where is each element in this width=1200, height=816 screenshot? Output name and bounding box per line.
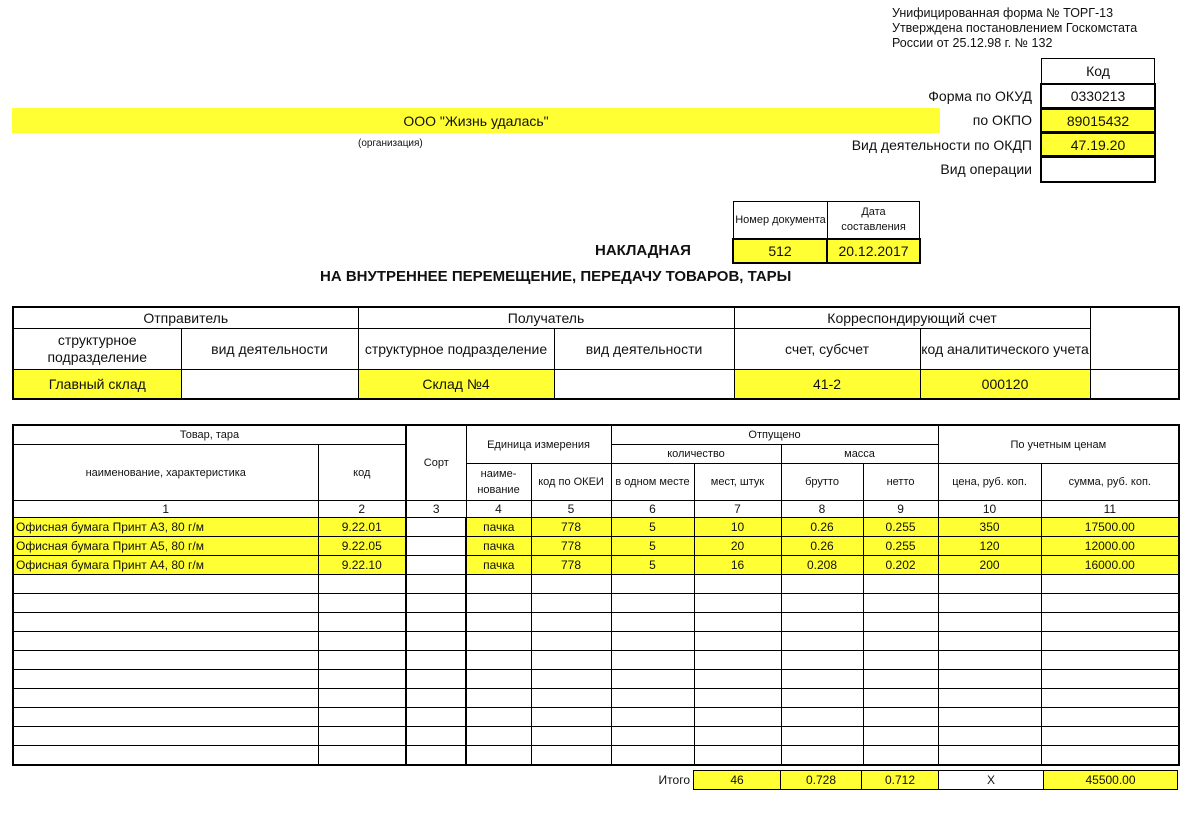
okpo-value[interactable]: 89015432 bbox=[1040, 108, 1156, 133]
goods-cell-grade[interactable] bbox=[406, 518, 466, 537]
goods-cell-name[interactable] bbox=[13, 746, 318, 766]
goods-cell-name[interactable] bbox=[13, 613, 318, 632]
goods-cell-grade[interactable] bbox=[406, 670, 466, 689]
table-row bbox=[13, 556, 1179, 575]
goods-cell-places[interactable] bbox=[694, 689, 781, 708]
goods-cell-price[interactable]: 350 bbox=[938, 518, 1041, 537]
goods-cell-sum[interactable] bbox=[1041, 689, 1179, 708]
grade-header: Сорт bbox=[406, 425, 466, 501]
goods-cell-per-place[interactable] bbox=[611, 632, 694, 651]
goods-cell-per-place[interactable] bbox=[611, 708, 694, 727]
goods-cell-code[interactable] bbox=[318, 670, 406, 689]
goods-cell-okei[interactable]: 778 bbox=[531, 556, 611, 575]
goods-cell-places[interactable] bbox=[694, 708, 781, 727]
goods-cell-net[interactable]: 0.202 bbox=[863, 556, 938, 575]
goods-cell-name[interactable] bbox=[13, 575, 318, 594]
places-header: мест, штук bbox=[694, 464, 781, 501]
goods-cell-price[interactable] bbox=[938, 670, 1041, 689]
goods-cell-name[interactable]: Офисная бумага Принт А4, 80 г/м bbox=[13, 556, 318, 575]
goods-cell-net[interactable]: 0.255 bbox=[863, 537, 938, 556]
goods-cell-code[interactable] bbox=[318, 594, 406, 613]
table-row bbox=[13, 518, 1179, 537]
goods-cell-okei[interactable]: 778 bbox=[531, 518, 611, 537]
prices-header: По учетным ценам bbox=[938, 425, 1179, 464]
column-number: 4 bbox=[466, 501, 531, 518]
goods-cell-okei[interactable] bbox=[531, 708, 611, 727]
goods-cell-gross[interactable] bbox=[781, 613, 863, 632]
goods-cell-okei[interactable] bbox=[531, 613, 611, 632]
goods-cell-grade[interactable] bbox=[406, 727, 466, 746]
goods-cell-okei[interactable] bbox=[531, 575, 611, 594]
goods-cell-grade[interactable] bbox=[406, 708, 466, 727]
unit-okei-header: код по ОКЕИ bbox=[531, 464, 611, 501]
goods-cell-sum[interactable] bbox=[1041, 670, 1179, 689]
mass-header: масса bbox=[781, 445, 938, 464]
unit-header: Единица измерения bbox=[466, 425, 611, 464]
goods-cell-name[interactable]: Офисная бумага Принт А3, 80 г/м bbox=[13, 518, 318, 537]
goods-cell-net[interactable] bbox=[863, 670, 938, 689]
goods-cell-okei[interactable] bbox=[531, 689, 611, 708]
goods-cell-per-place[interactable] bbox=[611, 670, 694, 689]
goods-cell-places[interactable] bbox=[694, 670, 781, 689]
goods-cell-name[interactable] bbox=[13, 727, 318, 746]
gross-header: брутто bbox=[781, 464, 863, 501]
analytic-value[interactable]: 000120 bbox=[920, 370, 1090, 400]
goods-cell-unit[interactable] bbox=[466, 689, 531, 708]
goods-cell-okei[interactable] bbox=[531, 651, 611, 670]
goods-cell-per-place[interactable]: 5 bbox=[611, 537, 694, 556]
goods-cell-code[interactable]: 9.22.05 bbox=[318, 537, 406, 556]
goods-cell-gross[interactable] bbox=[781, 727, 863, 746]
goods-cell-code[interactable] bbox=[318, 746, 406, 766]
column-number: 10 bbox=[938, 501, 1041, 518]
goods-cell-gross[interactable] bbox=[781, 670, 863, 689]
doc-number-label: Номер документа bbox=[733, 201, 828, 239]
table-row bbox=[13, 727, 1179, 746]
totals-gross[interactable]: 0.728 bbox=[780, 770, 862, 790]
table-row bbox=[13, 689, 1179, 708]
goods-cell-code[interactable] bbox=[318, 632, 406, 651]
account-value[interactable]: 41-2 bbox=[734, 370, 920, 400]
goods-cell-price[interactable] bbox=[938, 746, 1041, 766]
per-place-header: в одном месте bbox=[611, 464, 694, 501]
totals-net[interactable]: 0.712 bbox=[861, 770, 939, 790]
table-row bbox=[13, 594, 1179, 613]
goods-cell-code[interactable] bbox=[318, 689, 406, 708]
goods-cell-sum[interactable] bbox=[1041, 575, 1179, 594]
account-header: Корреспондирующий счет bbox=[734, 307, 1090, 329]
goods-cell-gross[interactable] bbox=[781, 746, 863, 766]
goods-cell-unit[interactable]: пачка bbox=[466, 556, 531, 575]
goods-cell-unit[interactable] bbox=[466, 746, 531, 766]
goods-cell-per-place[interactable] bbox=[611, 594, 694, 613]
parties-table bbox=[12, 306, 1180, 400]
goods-cell-gross[interactable] bbox=[781, 689, 863, 708]
okud-label: Форма по ОКУД bbox=[928, 88, 1032, 104]
operation-value[interactable] bbox=[1040, 156, 1156, 183]
goods-cell-net[interactable] bbox=[863, 708, 938, 727]
goods-cell-grade[interactable] bbox=[406, 746, 466, 766]
table-row bbox=[13, 708, 1179, 727]
goods-cell-gross[interactable]: 0.26 bbox=[781, 518, 863, 537]
goods-cell-unit[interactable] bbox=[466, 708, 531, 727]
goods-cell-gross[interactable] bbox=[781, 594, 863, 613]
account-sub-header: счет, субсчет bbox=[734, 329, 920, 370]
goods-cell-grade[interactable] bbox=[406, 575, 466, 594]
organization-name[interactable]: ООО "Жизнь удалась" bbox=[12, 108, 940, 133]
goods-cell-price[interactable] bbox=[938, 689, 1041, 708]
totals-label: Итого bbox=[658, 773, 690, 787]
goods-cell-code[interactable]: 9.22.10 bbox=[318, 556, 406, 575]
goods-cell-name[interactable] bbox=[13, 632, 318, 651]
goods-cell-places[interactable] bbox=[694, 632, 781, 651]
receiver-unit-value[interactable]: Склад №4 bbox=[358, 370, 554, 400]
goods-cell-grade[interactable] bbox=[406, 594, 466, 613]
goods-cell-price[interactable] bbox=[938, 594, 1041, 613]
doc-title: НАКЛАДНАЯ bbox=[595, 242, 691, 259]
goods-cell-net[interactable] bbox=[863, 594, 938, 613]
goods-cell-unit[interactable]: пачка bbox=[466, 537, 531, 556]
goods-cell-per-place[interactable]: 5 bbox=[611, 518, 694, 537]
goods-cell-price[interactable] bbox=[938, 727, 1041, 746]
goods-cell-net[interactable] bbox=[863, 727, 938, 746]
goods-cell-okei[interactable] bbox=[531, 632, 611, 651]
goods-cell-grade[interactable] bbox=[406, 537, 466, 556]
goods-cell-price[interactable]: 120 bbox=[938, 537, 1041, 556]
goods-cell-price[interactable] bbox=[938, 708, 1041, 727]
goods-cell-gross[interactable]: 0.26 bbox=[781, 537, 863, 556]
goods-cell-unit[interactable]: пачка bbox=[466, 518, 531, 537]
goods-cell-per-place[interactable] bbox=[611, 575, 694, 594]
unit-name-header: наиме-нование bbox=[466, 464, 531, 501]
column-number: 8 bbox=[781, 501, 863, 518]
goods-cell-net[interactable] bbox=[863, 632, 938, 651]
goods-cell-net[interactable] bbox=[863, 746, 938, 766]
column-number: 7 bbox=[694, 501, 781, 518]
goods-cell-places[interactable]: 10 bbox=[694, 518, 781, 537]
goods-cell-unit[interactable] bbox=[466, 594, 531, 613]
table-row bbox=[13, 575, 1179, 594]
goods-cell-unit[interactable] bbox=[466, 670, 531, 689]
table-row bbox=[13, 613, 1179, 632]
doc-date-label: Дата составления bbox=[827, 201, 920, 239]
goods-cell-sum[interactable] bbox=[1041, 594, 1179, 613]
sender-unit-header: структурное подразделение bbox=[13, 329, 181, 370]
goods-cell-gross[interactable]: 0.208 bbox=[781, 556, 863, 575]
goods-cell-places[interactable] bbox=[694, 575, 781, 594]
okdp-value[interactable]: 47.19.20 bbox=[1040, 132, 1156, 157]
sum-header: сумма, руб. коп. bbox=[1041, 464, 1179, 501]
goods-cell-code[interactable]: 9.22.01 bbox=[318, 518, 406, 537]
column-number: 1 bbox=[13, 501, 318, 518]
goods-cell-unit[interactable] bbox=[466, 575, 531, 594]
goods-cell-okei[interactable] bbox=[531, 670, 611, 689]
goods-cell-okei[interactable] bbox=[531, 746, 611, 766]
goods-cell-places[interactable] bbox=[694, 613, 781, 632]
goods-cell-unit[interactable] bbox=[466, 727, 531, 746]
totals-price[interactable]: Х bbox=[938, 770, 1044, 790]
goods-cell-per-place[interactable] bbox=[611, 727, 694, 746]
goods-cell-places[interactable] bbox=[694, 594, 781, 613]
organization-caption: (организация) bbox=[358, 138, 423, 149]
goods-cell-price[interactable] bbox=[938, 575, 1041, 594]
doc-date-value[interactable]: 20.12.2017 bbox=[826, 238, 921, 264]
goods-cell-sum[interactable] bbox=[1041, 746, 1179, 766]
quantity-header: количество bbox=[611, 445, 781, 464]
goods-cell-code[interactable] bbox=[318, 651, 406, 670]
goods-cell-grade[interactable] bbox=[406, 689, 466, 708]
okud-value[interactable]: 0330213 bbox=[1040, 83, 1156, 109]
totals-sum[interactable]: 45500.00 bbox=[1043, 770, 1178, 790]
goods-cell-name[interactable] bbox=[13, 594, 318, 613]
receiver-unit-header: структурное подразделение bbox=[358, 329, 554, 370]
goods-cell-net[interactable] bbox=[863, 651, 938, 670]
goods-cell-per-place[interactable] bbox=[611, 613, 694, 632]
goods-cell-grade[interactable] bbox=[406, 556, 466, 575]
parties-empty-cell bbox=[1090, 307, 1179, 370]
sender-unit-value[interactable]: Главный склад bbox=[13, 370, 181, 400]
form-header-line2: Утверждена постановлением Госкомстата bbox=[892, 21, 1138, 35]
doc-number-value[interactable]: 512 bbox=[732, 238, 828, 264]
goods-cell-price[interactable]: 200 bbox=[938, 556, 1041, 575]
goods-cell-okei[interactable]: 778 bbox=[531, 537, 611, 556]
sender-activity-header: вид деятельности bbox=[181, 329, 358, 370]
goods-cell-price[interactable] bbox=[938, 651, 1041, 670]
table-row bbox=[13, 746, 1179, 766]
operation-label: Вид операции bbox=[940, 161, 1032, 177]
column-number: 11 bbox=[1041, 501, 1179, 518]
goods-cell-net[interactable] bbox=[863, 689, 938, 708]
goods-cell-places[interactable] bbox=[694, 746, 781, 766]
goods-cell-gross[interactable] bbox=[781, 575, 863, 594]
table-row bbox=[13, 632, 1179, 651]
goods-cell-unit[interactable] bbox=[466, 613, 531, 632]
goods-cell-price[interactable] bbox=[938, 613, 1041, 632]
goods-cell-places[interactable]: 16 bbox=[694, 556, 781, 575]
goods-cell-per-place[interactable] bbox=[611, 746, 694, 766]
name-header: наименование, характеристика bbox=[13, 445, 318, 501]
goods-cell-code[interactable] bbox=[318, 727, 406, 746]
goods-cell-name[interactable] bbox=[13, 670, 318, 689]
table-row bbox=[13, 537, 1179, 556]
goods-cell-per-place[interactable]: 5 bbox=[611, 556, 694, 575]
goods-cell-per-place[interactable] bbox=[611, 689, 694, 708]
released-header: Отпущено bbox=[611, 425, 938, 445]
goods-cell-grade[interactable] bbox=[406, 632, 466, 651]
parties-empty-value bbox=[1090, 370, 1179, 400]
goods-cell-name[interactable] bbox=[13, 651, 318, 670]
goods-cell-code[interactable] bbox=[318, 613, 406, 632]
column-number: 2 bbox=[318, 501, 406, 518]
table-row bbox=[13, 670, 1179, 689]
goods-cell-sum[interactable]: 12000.00 bbox=[1041, 537, 1179, 556]
form-header-line1: Унифицированная форма № ТОРГ-13 bbox=[892, 6, 1114, 20]
column-number: 9 bbox=[863, 501, 938, 518]
goods-cell-places[interactable] bbox=[694, 651, 781, 670]
sender-header: Отправитель bbox=[13, 307, 358, 329]
goods-cell-gross[interactable] bbox=[781, 651, 863, 670]
kod-header: Код bbox=[1041, 58, 1155, 83]
receiver-header: Получатель bbox=[358, 307, 734, 329]
goods-cell-per-place[interactable] bbox=[611, 651, 694, 670]
goods-cell-price[interactable] bbox=[938, 632, 1041, 651]
column-number: 3 bbox=[406, 501, 466, 518]
goods-cell-code[interactable] bbox=[318, 575, 406, 594]
goods-cell-grade[interactable] bbox=[406, 613, 466, 632]
code-header: код bbox=[318, 445, 406, 501]
goods-cell-code[interactable] bbox=[318, 708, 406, 727]
goods-cell-sum[interactable] bbox=[1041, 632, 1179, 651]
sender-activity-value[interactable] bbox=[181, 370, 358, 400]
form-header-line3: России от 25.12.98 г. № 132 bbox=[892, 36, 1053, 50]
form-header bbox=[892, 6, 1137, 51]
goods-cell-net[interactable] bbox=[863, 575, 938, 594]
goods-cell-okei[interactable] bbox=[531, 727, 611, 746]
goods-cell-name[interactable] bbox=[13, 689, 318, 708]
table-row bbox=[13, 651, 1179, 670]
column-number: 6 bbox=[611, 501, 694, 518]
goods-cell-unit[interactable] bbox=[466, 651, 531, 670]
goods-cell-sum[interactable]: 17500.00 bbox=[1041, 518, 1179, 537]
goods-cell-name[interactable] bbox=[13, 708, 318, 727]
goods-cell-sum[interactable]: 16000.00 bbox=[1041, 556, 1179, 575]
goods-cell-sum[interactable] bbox=[1041, 708, 1179, 727]
goods-cell-sum[interactable] bbox=[1041, 651, 1179, 670]
net-header: нетто bbox=[863, 464, 938, 501]
goods-cell-grade[interactable] bbox=[406, 651, 466, 670]
goods-cell-name[interactable]: Офисная бумага Принт А5, 80 г/м bbox=[13, 537, 318, 556]
goods-cell-okei[interactable] bbox=[531, 594, 611, 613]
goods-cell-places[interactable]: 20 bbox=[694, 537, 781, 556]
goods-cell-gross[interactable] bbox=[781, 632, 863, 651]
goods-cell-gross[interactable] bbox=[781, 708, 863, 727]
receiver-activity-value[interactable] bbox=[554, 370, 734, 400]
goods-cell-unit[interactable] bbox=[466, 632, 531, 651]
price-header: цена, руб. коп. bbox=[938, 464, 1041, 501]
receiver-activity-header: вид деятельности bbox=[554, 329, 734, 370]
totals-places[interactable]: 46 bbox=[693, 770, 781, 790]
goods-cell-net[interactable]: 0.255 bbox=[863, 518, 938, 537]
goods-cell-sum[interactable] bbox=[1041, 613, 1179, 632]
goods-cell-places[interactable] bbox=[694, 727, 781, 746]
goods-table bbox=[12, 424, 1180, 766]
column-number: 5 bbox=[531, 501, 611, 518]
analytic-code-header: код аналитического учета bbox=[920, 329, 1090, 370]
doc-subtitle: НА ВНУТРЕННЕЕ ПЕРЕМЕЩЕНИЕ, ПЕРЕДАЧУ ТОВАРОВ, ТАРЫ bbox=[320, 268, 792, 285]
okpo-label: по ОКПО bbox=[972, 112, 1032, 128]
goods-header: Товар, тара bbox=[13, 425, 406, 445]
okdp-label: Вид деятельности по ОКДП bbox=[851, 137, 1032, 153]
goods-cell-sum[interactable] bbox=[1041, 727, 1179, 746]
goods-cell-net[interactable] bbox=[863, 613, 938, 632]
